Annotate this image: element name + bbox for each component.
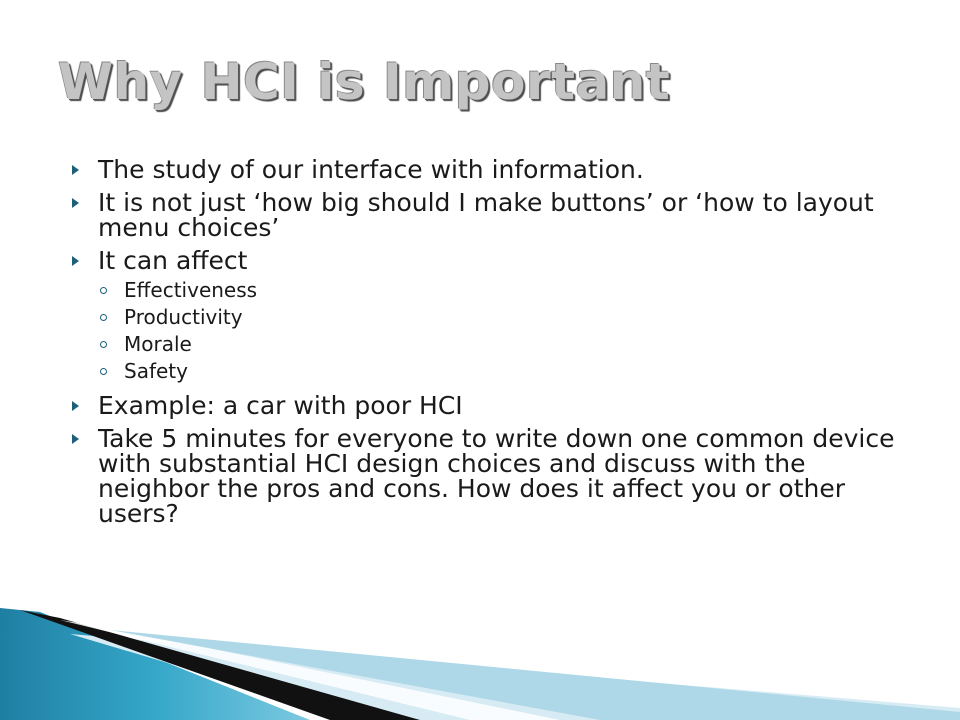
corner-decoration [0,590,960,720]
slide-title: Why HCI is Important [58,53,671,111]
triangle-bullet-icon [72,198,79,208]
triangle-bullet-icon [72,434,79,444]
triangle-bullet-icon [72,401,79,411]
bullet-text: It can affect [98,246,248,275]
bullet-item [72,248,912,273]
sub-bullet-item [72,304,912,331]
bullet-text: Example: a car with poor HCI [98,391,463,420]
circle-bullet-icon [100,368,107,375]
bullet-text: The study of our interface with information. [98,155,644,184]
circle-bullet-icon [100,314,107,321]
bullet-item [72,393,912,418]
sub-bullet-item [72,277,912,304]
sub-bullet-text: Effectiveness [124,278,258,302]
bullet-text: Take 5 minutes for everyone to write down one common device with substantial HCI design choices and discuss with the neighbor the pros and cons. How does it affect you or other users? [98,424,895,528]
bullet-item [72,426,912,526]
bullet-text: It is not just ‘how big should I make buttons’ or ‘how to layout menu choices’ [98,188,874,242]
sub-bullet-item [72,358,912,385]
circle-bullet-icon [100,341,107,348]
bullet-item [72,157,912,182]
bullet-item [72,190,912,240]
triangle-bullet-icon [72,165,79,175]
sub-bullet-text: Morale [124,332,192,356]
triangle-bullet-icon [72,256,79,266]
sub-bullet-item [72,331,912,358]
sub-bullet-text: Productivity [124,305,243,329]
circle-bullet-icon [100,287,107,294]
sub-bullet-text: Safety [124,359,188,383]
slide-body [72,152,912,526]
